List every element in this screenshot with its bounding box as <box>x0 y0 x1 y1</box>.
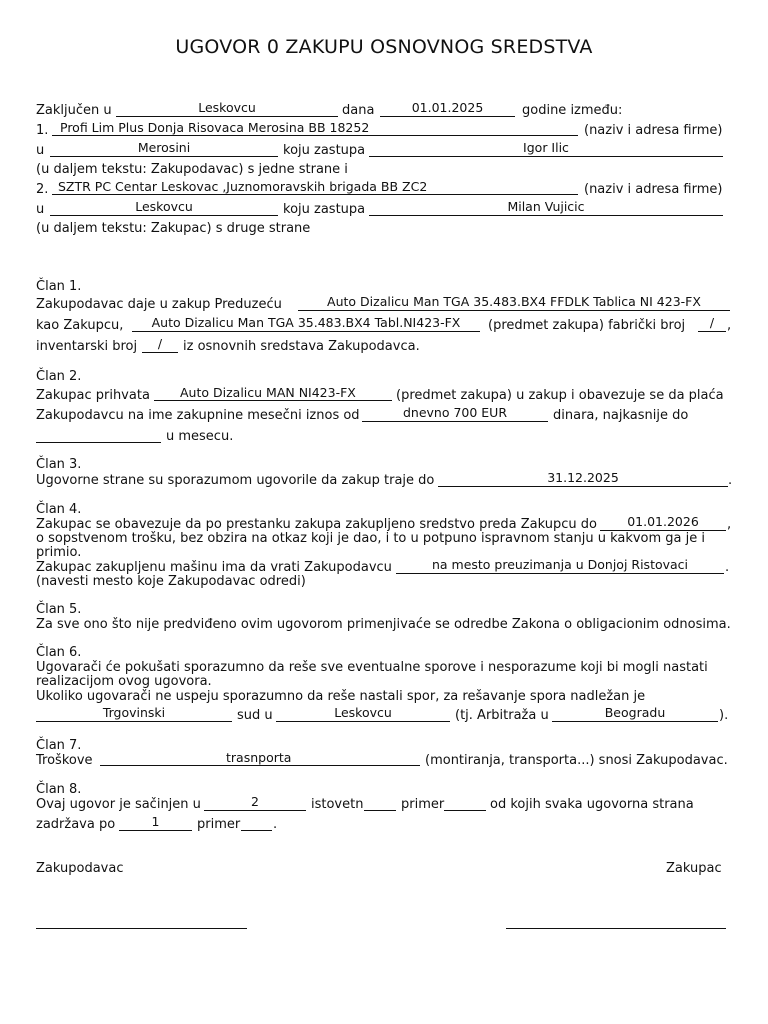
clan5-heading: Član 5. <box>36 602 82 617</box>
dana-label: dana <box>342 103 375 118</box>
clan5-line1: Za sve ono što nije predviđeno ovim ugovorom primenjivaće se odredbe Zakona o obligacionim odnosima. <box>36 617 731 632</box>
signature-left-line[interactable] <box>36 928 247 929</box>
clan8-heading: Član 8. <box>36 782 82 797</box>
clan6-arbitraza-label: (tj. Arbitraža u <box>455 708 549 723</box>
clan4-line1-prefix: Zakupac se obavezuje da po prestanku zakupa zakupljeno sredstvo preda Zakupcu do <box>36 517 597 532</box>
clan1-comma: , <box>727 318 732 333</box>
clan6-sud-field[interactable]: Trgovinski <box>36 706 232 722</box>
party1-naziv-label: (naziv i adresa firme) <box>584 123 723 138</box>
clan6-sud-label: sud u <box>237 708 273 723</box>
datum-field[interactable]: 01.01.2025 <box>380 101 515 117</box>
clan4-line4-prefix: Zakupac zakupljenu mašinu ima da vrati Zakupodavcu <box>36 560 392 575</box>
fabricki-broj-field[interactable]: / <box>698 316 726 332</box>
clan1-line3-prefix: inventarski broj <box>36 339 138 354</box>
clan8-primer-field-2[interactable] <box>241 815 272 831</box>
party1-firm-field[interactable]: Profi Lim Plus Donja Risovaca Merosina BB 18252 <box>52 121 578 136</box>
clan6-heading: Član 6. <box>36 645 82 660</box>
clan8-primer-label: primer <box>401 797 445 812</box>
signature-right-label: Zakupac <box>666 861 722 876</box>
clan4-datum-field[interactable]: 01.01.2026 <box>600 515 726 531</box>
clan8-line1-suffix: od kojih svaka ugovorna strana <box>490 797 694 812</box>
clan4-period: . <box>725 560 730 575</box>
clan8-broj-field[interactable]: 2 <box>204 795 306 811</box>
party2-u-label: u <box>36 202 45 217</box>
clan2-heading: Član 2. <box>36 369 82 384</box>
clan7-heading: Član 7. <box>36 738 82 753</box>
clan1-line3-suffix: iz osnovnih sredstava Zakupodavca. <box>183 339 420 354</box>
mesto-field[interactable]: Leskovcu <box>116 101 338 117</box>
clan2-line3-suffix: u mesecu. <box>166 429 234 444</box>
clan2-predmet-field[interactable]: Auto Dizalicu MAN NI423-FX <box>154 386 392 401</box>
clan2-line1-suffix: (predmet zakupa) u zakup i obavezuje se da plaća <box>396 388 724 403</box>
clan1-heading: Član 1. <box>36 279 82 294</box>
clan1-line2-mid: (predmet zakupa) fabrički broj <box>488 318 686 333</box>
clan2-line2-prefix: Zakupodavcu na ime zakupnine mesečni iznos od <box>36 408 360 423</box>
party1-zastupnik-field[interactable]: Igor Ilic <box>369 141 723 157</box>
clan1-predmet2-field[interactable]: Auto Dizalicu Man TGA 35.483.BX4 Tabl.NI423-FX <box>132 316 480 332</box>
clan2-line2-suffix: dinara, najkasnije do <box>553 408 689 423</box>
clan4-line5: (navesti mesto koje Zakupodavac odredi) <box>36 574 306 589</box>
party1-role: (u daljem tekstu: Zakupodavac) s jedne strane i <box>36 162 348 177</box>
clan4-comma: , <box>727 517 732 532</box>
clan3-period: . <box>728 473 733 488</box>
clan7-troskovi-field[interactable]: trasnporta <box>100 751 420 766</box>
zakljucen-label: Zaključen u <box>36 103 112 118</box>
godine-label: godine između: <box>522 103 623 118</box>
signature-right-line[interactable] <box>506 928 726 929</box>
clan6-line1: Ugovarači će pokušati sporazumno da reše sve eventualne sporove i nesporazume koji bi mogli nastati <box>36 660 708 675</box>
clan8-istovetn-label: istovetn <box>311 797 364 812</box>
clan6-line2: realizacijom ovog ugovora. <box>36 674 212 689</box>
clan8-line1-prefix: Ovaj ugovor je sačinjen u <box>36 797 201 812</box>
party2-firm-field[interactable]: SZTR PC Centar Leskovac ,Juznomoravskih brigada BB ZC2 <box>52 180 578 195</box>
party1-u-label: u <box>36 143 45 158</box>
clan1-predmet-field[interactable]: Auto Dizalicu Man TGA 35.483.BX4 FFDLK Tablica NI 423-FX <box>298 295 730 311</box>
clan3-line1-prefix: Ugovorne strane su sporazumom ugovorile da zakup traje do <box>36 473 435 488</box>
clan4-mesto-field[interactable]: na mesto preuzimanja u Donjoj Ristovaci <box>396 558 724 574</box>
party2-role: (u daljem tekstu: Zakupac) s druge strane <box>36 221 311 236</box>
clan4-line3: primio. <box>36 545 82 560</box>
clan7-line1-suffix: (montiranja, transporta...) snosi Zakupodavac. <box>425 753 728 768</box>
clan6-line3: Ukoliko ugovarači ne uspeju sporazumno da reše nastali spor, za rešavanje spora nadležan je <box>36 689 646 704</box>
signature-left-label: Zakupodavac <box>36 861 124 876</box>
party2-zastupnik-field[interactable]: Milan Vujicic <box>369 200 723 216</box>
clan8-istovetn-field[interactable] <box>364 795 396 811</box>
clan1-line1-text: Zakupodavac daje u zakup Preduzeću <box>36 297 282 312</box>
clan3-heading: Član 3. <box>36 457 82 472</box>
clan1-line2-prefix: kao Zakupcu, <box>36 318 124 333</box>
party1-mesto-field[interactable]: Merosini <box>50 141 278 157</box>
clan2-line1-prefix: Zakupac prihvata <box>36 388 150 403</box>
clan8-primer-field[interactable] <box>444 795 486 811</box>
clan6-close-paren: ). <box>719 708 729 723</box>
clan8-period: . <box>273 817 278 832</box>
clan4-heading: Član 4. <box>36 502 82 517</box>
party2-number: 2. <box>36 182 49 197</box>
clan6-arbitraza-field[interactable]: Beogradu <box>552 706 718 722</box>
clan6-sud-mesto-field[interactable]: Leskovcu <box>276 706 450 722</box>
party2-naziv-label: (naziv i adresa firme) <box>584 182 723 197</box>
clan8-line2-prefix: zadržava po <box>36 817 116 832</box>
document-title: UGOVOR 0 ZAKUPU OSNOVNOG SREDSTVA <box>175 36 593 58</box>
clan4-line2: o sopstvenom trošku, bez obzira na otkaz koji je dao, i to u potpuno ispravnom stanju u kakvom ga je i <box>36 531 706 546</box>
inventarski-broj-field[interactable]: / <box>142 337 178 353</box>
clan7-line1-prefix: Troškove <box>36 753 93 768</box>
party2-zastupa-label: koju zastupa <box>283 202 366 217</box>
clan2-dan-field[interactable] <box>36 427 161 443</box>
party2-mesto-field[interactable]: Leskovcu <box>50 200 278 216</box>
clan8-primer-label-2: primer <box>197 817 241 832</box>
party1-number: 1. <box>36 123 49 138</box>
clan8-po-field[interactable]: 1 <box>119 815 192 831</box>
clan3-datum-field[interactable]: 31.12.2025 <box>438 471 728 487</box>
party1-zastupa-label: koju zastupa <box>283 143 366 158</box>
iznos-field[interactable]: dnevno 700 EUR <box>362 406 548 422</box>
